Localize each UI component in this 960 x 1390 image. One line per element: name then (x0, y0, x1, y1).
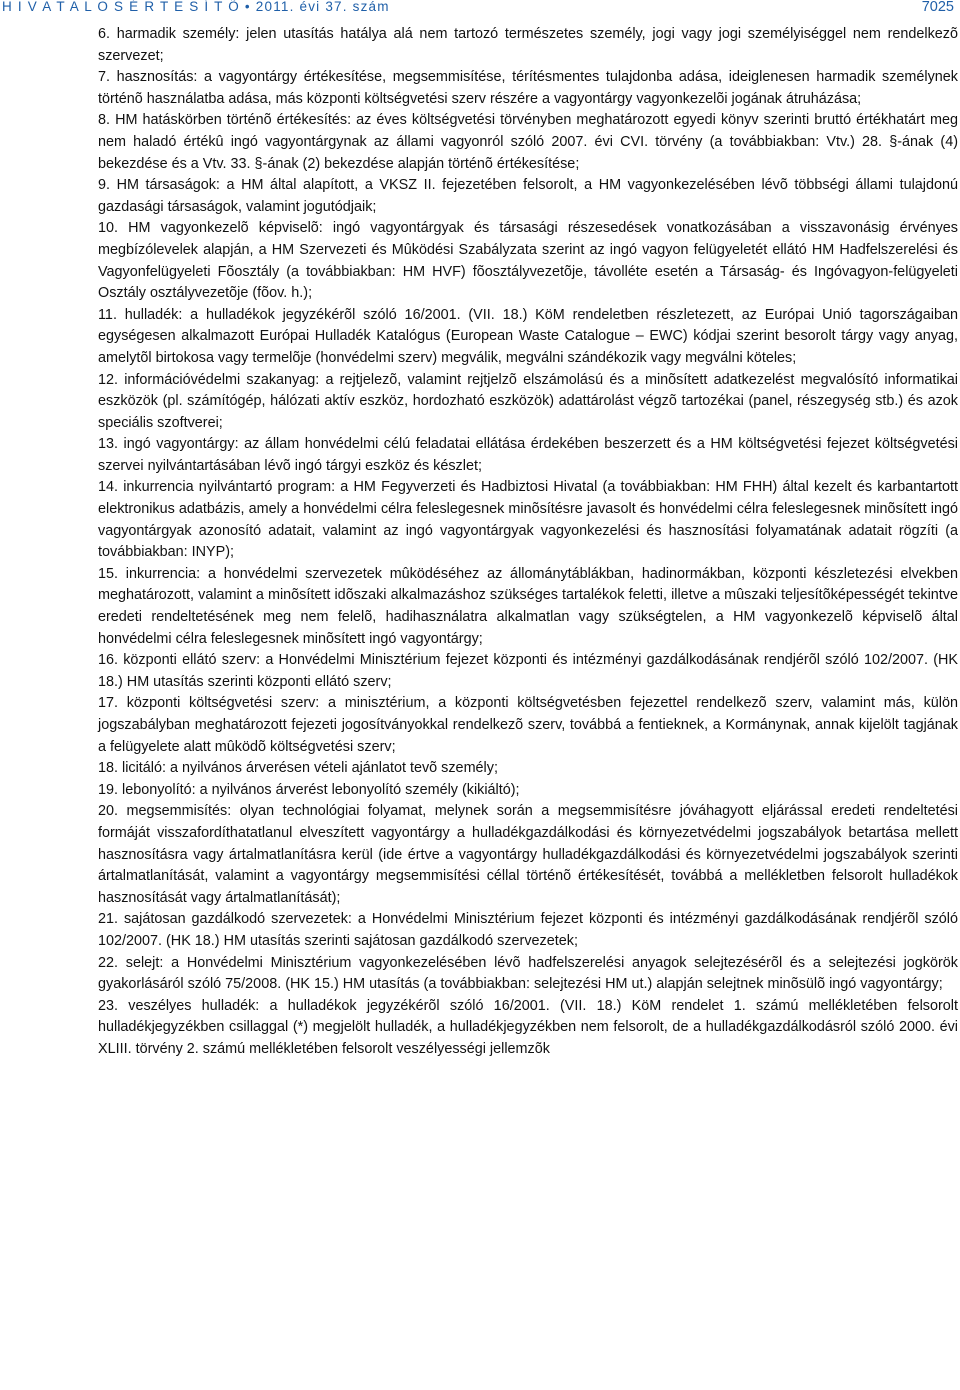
definition-item-11: 11. hulladék: a hulladékok jegyzékérõl szóló 16/2001. (VII. 18.) KöM rendeletben részletezett, az Európai Unió tagországaiban egységesen alkalmazott Európai Hulladék Katalógus (European Waste Catalogue – EWC) kódjai szerint besorolt tárgy vagy anyag, amelytõl birtokosa vagy termelõje (honvédelmi szerv) megválik, megválni szándékozik vagy megválni köteles; (98, 306, 958, 366)
definition-item-19: 19. lebonyolító: a nyilvános árverést lebonyolító személy (kikiáltó); (98, 781, 520, 798)
definition-item-6: 6. harmadik személy: jelen utasítás hatálya alá nem tartozó természetes személy, jogi vagy jogi személyiséggel nem rendelkezõ szervezet; (98, 26, 958, 64)
definition-item-18: 18. licitáló: a nyilvános árverésen vételi ajánlatot tevõ személy; (98, 760, 498, 777)
definition-item-10: 10. HM vagyonkezelõ képviselõ: ingó vagyontárgyak és társasági részesedések vonatkozásában a visszavonásig érvényes megbízólevelek alapján, a HM Szervezeti és Mûködési Szabályzata szerint az ingó vagyon felügyeletét ellátó HM Hadfelszerelési és Vagyonfelügyeleti Fõosztály (a továbbiakban: HM HVF) fõosztályvezetõje, távolléte esetén a Társaság- és Ingóvagyon-felügyeleti Osztály osztályvezetõje (fõov. h.); (98, 220, 958, 302)
definition-item-17: 17. központi költségvetési szerv: a minisztérium, a központi költségvetésben fejezettel rendelkezõ szerv, valamint más, külön jogszabályban meghatározott fejezeti jogosítványokkal rendelkezõ szerv, továbbá a fentieknek, a Kormánynak, annak kijelölt tagjának a felügyelete alatt mûködõ költségvetési szerv; (98, 695, 958, 755)
document-body (98, 24, 958, 1061)
definition-item-23: 23. veszélyes hulladék: a hulladékok jegyzékérõl szóló 16/2001. (VII. 18.) KöM rendelet 1. számú mellékletében felsorolt hulladékjegyzékben csillaggal (*) megjelölt hulladék, a hulladékjegyzékben nem felsorolt, de a hulladékgazdálkodásról szóló 2000. évi XLIII. törvény 2. számú mellékletében felsorolt veszélyességi jellemzõk (98, 997, 958, 1057)
journal-title: H I V A T A L O S É R T E S Í T Õ • 2011. évi 37. szám (2, 0, 390, 14)
definition-item-22: 22. selejt: a Honvédelmi Minisztérium vagyonkezelésében lévõ hadfelszerelési anyagok selejtezésérõl és a selejtezési jogkörök gyakorlásáról szóló 75/2008. (HK 15.) HM utasítás (a továbbiakban: selejtezési HM ut.) alapján selejtnek minõsülõ ingó vagyontárgy; (98, 954, 958, 993)
definition-item-21: 21. sajátosan gazdálkodó szervezetek: a Honvédelmi Minisztérium fejezet központi és intézményi gazdálkodásának rendjérõl szóló 102/2007. (HK 18.) HM utasítás szerinti sajátosan gazdálkodó szervezetek; (98, 911, 958, 949)
definition-item-16: 16. központi ellátó szerv: a Honvédelmi Minisztérium fejezet központi és intézményi gazdálkodásának rendjérõl szóló 102/2007. (HK 18.) HM utasítás szerinti központi ellátó szerv; (98, 652, 958, 690)
page-number: 7025 (921, 0, 954, 15)
definition-item-8: 8. HM hatáskörben történõ értékesítés: az éves költségvetési törvényben meghatározott egyedi könyv szerinti bruttó értékhatárt meg nem haladó értékû ingó vagyontárgynak az állami vagyonról szóló 2007. évi CVI. törvény (a továbbiakban: Vtv.) 28. §-ának (4) bekezdése és a Vtv. 33. §-ának (2) bekezdése alapján történõ értékesítése; (98, 112, 958, 172)
definition-item-14: 14. inkurrencia nyilvántartó program: a HM Fegyverzeti és Hadbiztosi Hivatal (a továbbiakban: HM FHH) által kezelt és karbantartott elektronikus adatbázis, amely a honvédelmi célra feleslegesnek minõsítésre javasolt és honvédelmi célra feleslegesnek minõsített ingó vagyontárgyak azonosító adatait, valamint az ingó vagyontárgyak vagyonkezelési és hasznosítási folyamatának adatait rögzíti (a továbbiakban: INYP); (98, 479, 958, 561)
definition-item-12: 12. információvédelmi szakanyag: a rejtjelezõ, valamint rejtjelzõ elszámolású és a minõsített adatkezelést megvalósító informatikai eszközök (pl. számítógép, hálózati aktív eszköz, hordozható eszközök) adattárolást végzõ tartozékai (panel, részegység stb.) és azok speciális szoftverei; (98, 371, 958, 431)
definition-item-15: 15. inkurrencia: a honvédelmi szervezetek mûködéséhez az állománytáblákban, hadinormákban, központi készletezési elvekben meghatározott, valamint a minõsített idõszaki alkalmazáshoz szükséges tartalékok feletti, illetve a mûszaki teljesítõképességét tekintve eredeti rendeltetésének meg nem felelõ, hadihasználatra alkalmatlan vagy szükségtelen, a HM vagyonkezelõ képviselõ által honvédelmi célra feleslegesnek minõsített ingó vagyontárgy; (98, 565, 958, 647)
definition-item-20: 20. megsemmisítés: olyan technológiai folyamat, melynek során a megsemmisítésre jóváhagyott eljárással eredeti rendeltetési formáját visszafordíthatatlanul elveszített vagyontárgy a hulladékgazdálkodási és környezetvédelmi jogszabályok betartása mellett hasznosításra vagy ártalmatlanításra kerül (ide értve a vagyontárgy hulladékgazdálkodási és környezetvédelmi jogszabályok szerinti ártalmatlanítását, valamint a vagyontárgy megsemmisítési céllal történõ értékesítését, továbbá a mellékletben felsorolt hulladékok hasznosítását vagy ártalmatlanítását); (98, 803, 958, 906)
definition-item-13: 13. ingó vagyontárgy: az állam honvédelmi célú feladatai ellátása érdekében beszerzett és a HM költségvetési fejezet költségvetési szervei nyilvántartásában lévõ ingó tárgyi eszköz és készlet; (98, 436, 958, 474)
definition-item-9: 9. HM társaságok: a HM által alapított, a VKSZ II. fejezetében felsorolt, a HM vagyonkezelésében lévõ többségi állami tulajdonú gazdasági társaságok, valamint jogutódjaik; (98, 177, 958, 215)
definition-item-7: 7. hasznosítás: a vagyontárgy értékesítése, megsemmisítése, térítésmentes tulajdonba adása, ideiglenesen harmadik személynek történõ használatba adása, más központi költségvetési szerv részére a vagyontárgy vagyonkezelõi jogának átruházása; (98, 69, 958, 107)
running-header (0, 0, 960, 20)
